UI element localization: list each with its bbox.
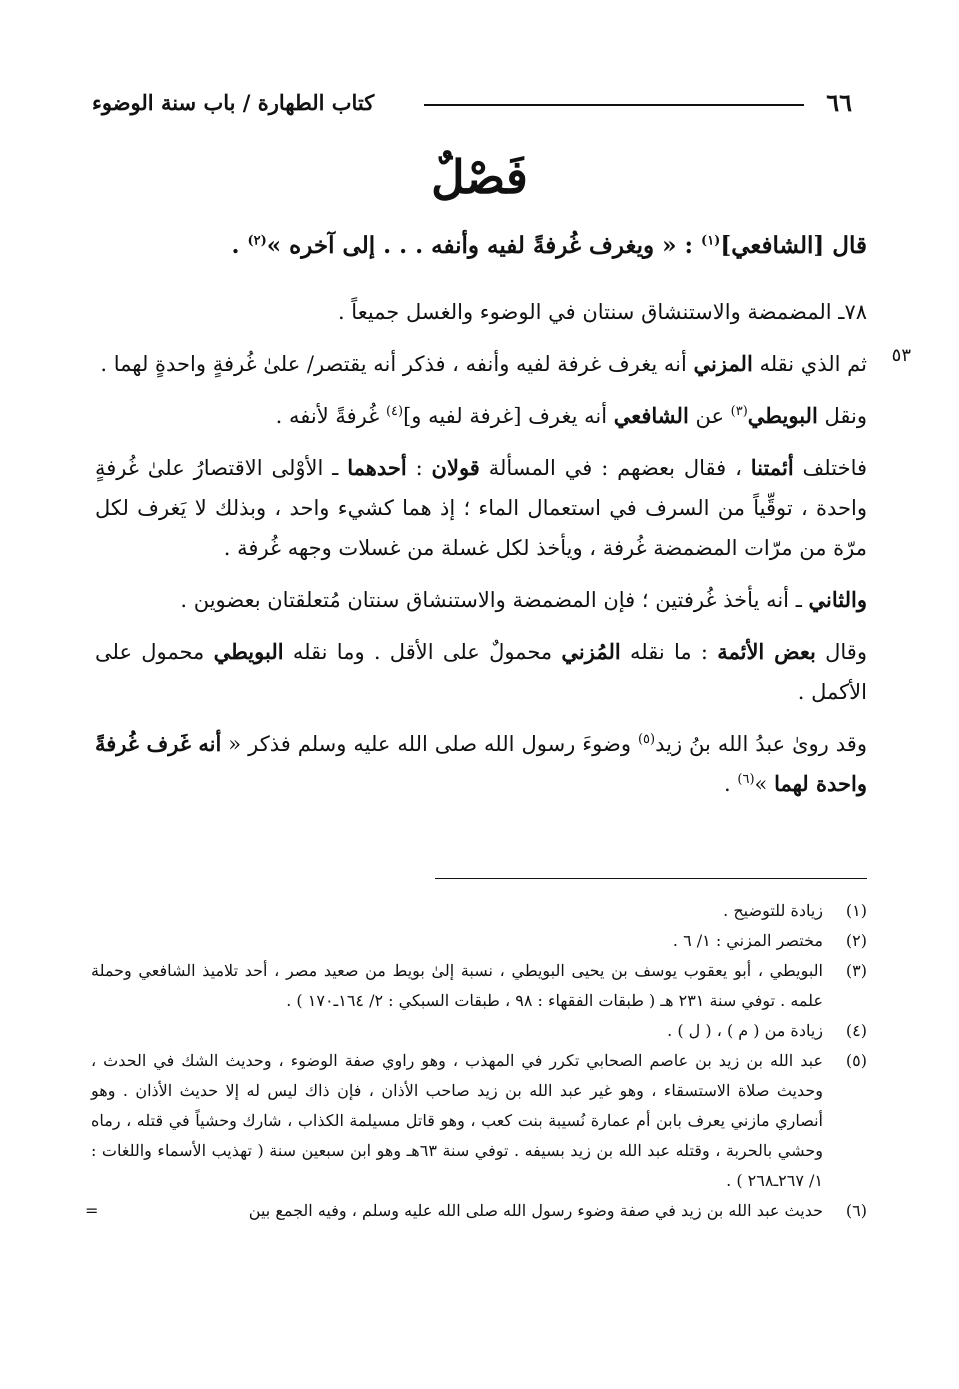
- term-aimmatuna: أئمتنا: [750, 455, 794, 480]
- footnote-item: [85, 1196, 867, 1226]
- paragraph-text: أنه يغرف [غرفة لفيه و]: [403, 404, 614, 428]
- term-qawlan: قولان: [431, 455, 480, 480]
- quote-part: .: [231, 232, 248, 259]
- paragraph-text: ونقل: [817, 404, 867, 428]
- footnote-item: [91, 926, 867, 956]
- quote-part: قال [الشافعي]: [720, 232, 867, 259]
- footnote-ref-6[interactable]: (٦): [737, 772, 755, 787]
- paragraph-text: وقد روىٰ عبدُ الله بنُ زيد: [655, 732, 867, 756]
- paragraph-text: محمولٌ على الأقل . وما نقله: [283, 640, 562, 664]
- footnote-text: عبد الله بن زيد بن عاصم الصحابي تكرر في المهذب ، وهو راوي صفة الوضوء ، وحديث الشك في الحدث ، وحديث صلاة الاستسقاء ، وهو غير عبد الله بن زيد صاحب الأذان ، فإن ذاك ليس له إلا حديث الأذان . وهو أنصاري مازني يعرف بابن أم عمارة نُسيبة بنت كعب ، وهو قاتل مسيلمة الكذاب ، شارك وحشياً في قتله ، رماه وحشي بالحربة ، وقتله عبد الله بن زيد بسيفه . توفي سنة ٦٣هـ وهو ابن سبعين سنة ( تهذيب الأسماء واللغات : ١/ ٢٦٧ـ٢٦٨ ) .: [91, 1051, 824, 1190]
- footnote-item: [91, 956, 867, 1016]
- page-number: ٦٦: [826, 88, 852, 117]
- name-muzani: المزني: [693, 351, 753, 376]
- name-muzani: المُزني: [561, 639, 621, 664]
- main-text: [95, 226, 867, 816]
- paragraph-text: عن: [688, 404, 731, 428]
- continuation-mark: =: [85, 1201, 99, 1220]
- footnote-item: [91, 896, 867, 926]
- footnote-ref-3[interactable]: (٣): [730, 404, 748, 419]
- name-buwayti: البويطي: [747, 403, 818, 428]
- margin-page-number: ٥٣: [891, 345, 911, 366]
- footnote-separator: [435, 878, 867, 879]
- footnote-text: البويطي ، أبو يعقوب يوسف بن يحيى البويطي ، نسبة إلىٰ بويط من صعيد مصر ، أحد تلاميذ الشافعي وحملة علمه . توفي سنة ٢٣١ هـ ( طبقات الفقهاء : ٩٨ ، طبقات السبكي : ٢/ ١٦٤ـ١٧٠ ) .: [91, 961, 824, 1010]
- paragraph-78: [95, 292, 867, 332]
- name-shafii: الشافعي: [613, 403, 689, 428]
- footnote-ref-2[interactable]: (٢): [247, 233, 267, 249]
- hadith-quote: أنه غَرف غُرفةً واحدة لهما: [95, 731, 867, 796]
- footnote-item: [91, 1046, 867, 1196]
- paragraph-text: »: [754, 772, 775, 796]
- footnote-number: (٦): [845, 1201, 867, 1220]
- footnote-text: مختصر المزني : ١/ ٦ .: [672, 931, 823, 950]
- paragraph-text: ـ أنه يأخذ غُرفتين ؛ فإن المضمضة والاستنشاق سنتان مُتعلقتان بعضوين .: [180, 588, 809, 612]
- paragraph-some-imams: [95, 632, 867, 712]
- paragraph-text: :: [406, 456, 432, 480]
- footnote-number: (٣): [845, 961, 867, 980]
- paragraph-disagreement: [95, 448, 867, 568]
- term-some-imams: بعض الأئمة: [717, 639, 816, 664]
- footnote-ref-4[interactable]: (٤): [385, 404, 404, 419]
- paragraph-text: ثم الذي نقله: [752, 352, 867, 376]
- section-heading: فَصْلٌ: [431, 150, 528, 204]
- footnote-number: (٢): [845, 931, 867, 950]
- footnote-text: زيادة للتوضيح .: [723, 901, 823, 920]
- paragraph-text: ، فقال بعضهم : في المسألة: [479, 456, 751, 480]
- footnote-ref-5[interactable]: (٥): [637, 732, 656, 747]
- name-buwayti: البويطي: [213, 639, 284, 664]
- footnotes: [85, 896, 867, 1226]
- running-title: كتاب الطهارة / باب سنة الوضوء: [92, 90, 375, 115]
- footnote-text: حديث عبد الله بن زيد في صفة وضوء رسول الله صلى الله عليه وسلم ، وفيه الجمع بين: [248, 1201, 823, 1220]
- paragraph-hadith: [95, 724, 867, 804]
- paragraph-text: ـ الأوْلى الاقتصارُ علىٰ غُرفةٍ واحدة ، توقِّياً من السرف في استعمال الماء ؛ إذ هما كشيء واحد ، وبذلك لا يَغرف لكل مرّة من مرّات المضمضة غُرفة ، ويأخذ لكل غسلة من غسلات وجهه غُرفة .: [95, 456, 867, 560]
- footnote-number: (٥): [845, 1051, 867, 1070]
- footnote-number: (١): [845, 901, 867, 920]
- quote-line: [95, 226, 867, 266]
- paragraph-text: فاختلف: [793, 456, 868, 480]
- paragraph-text: وضوءَ رسول الله صلى الله عليه وسلم فذكر «: [221, 732, 638, 756]
- paragraph-muzani: [95, 344, 867, 384]
- paragraph-second-opinion: [95, 580, 867, 620]
- header-rule: [424, 104, 804, 106]
- paragraph-text: وقال: [815, 640, 867, 664]
- page-header: [92, 88, 852, 120]
- paragraph-text: : ما نقله: [620, 640, 718, 664]
- footnote-item: [91, 1016, 867, 1046]
- footnote-text: زيادة من ( م ) ، ( ل ) .: [667, 1021, 823, 1040]
- paragraph-buwayti: [95, 396, 867, 436]
- term-ahaduhuma: أحدهما: [347, 455, 407, 480]
- paragraph-text: ٧٨ـ المضمضة والاستنشاق سنتان في الوضوء والغسل جميعاً .: [337, 300, 867, 324]
- paragraph-text: .: [724, 772, 738, 796]
- paragraph-text: غُرفةً لأنفه .: [275, 404, 386, 428]
- paragraph-text: محمول على الأكمل .: [95, 640, 867, 704]
- term-althani: والثاني: [808, 587, 867, 612]
- paragraph-text: أنه يغرف غرفة لفيه وأنفه ، فذكر أنه يقتصر/ علىٰ غُرفةٍ واحدةٍ لهما .: [100, 352, 694, 376]
- footnote-number: (٤): [845, 1021, 867, 1040]
- footnote-ref-1[interactable]: (١): [701, 233, 721, 249]
- quote-part: : « ويغرف غُرفةً لفيه وأنفه . . . إلى آخره »: [266, 232, 702, 259]
